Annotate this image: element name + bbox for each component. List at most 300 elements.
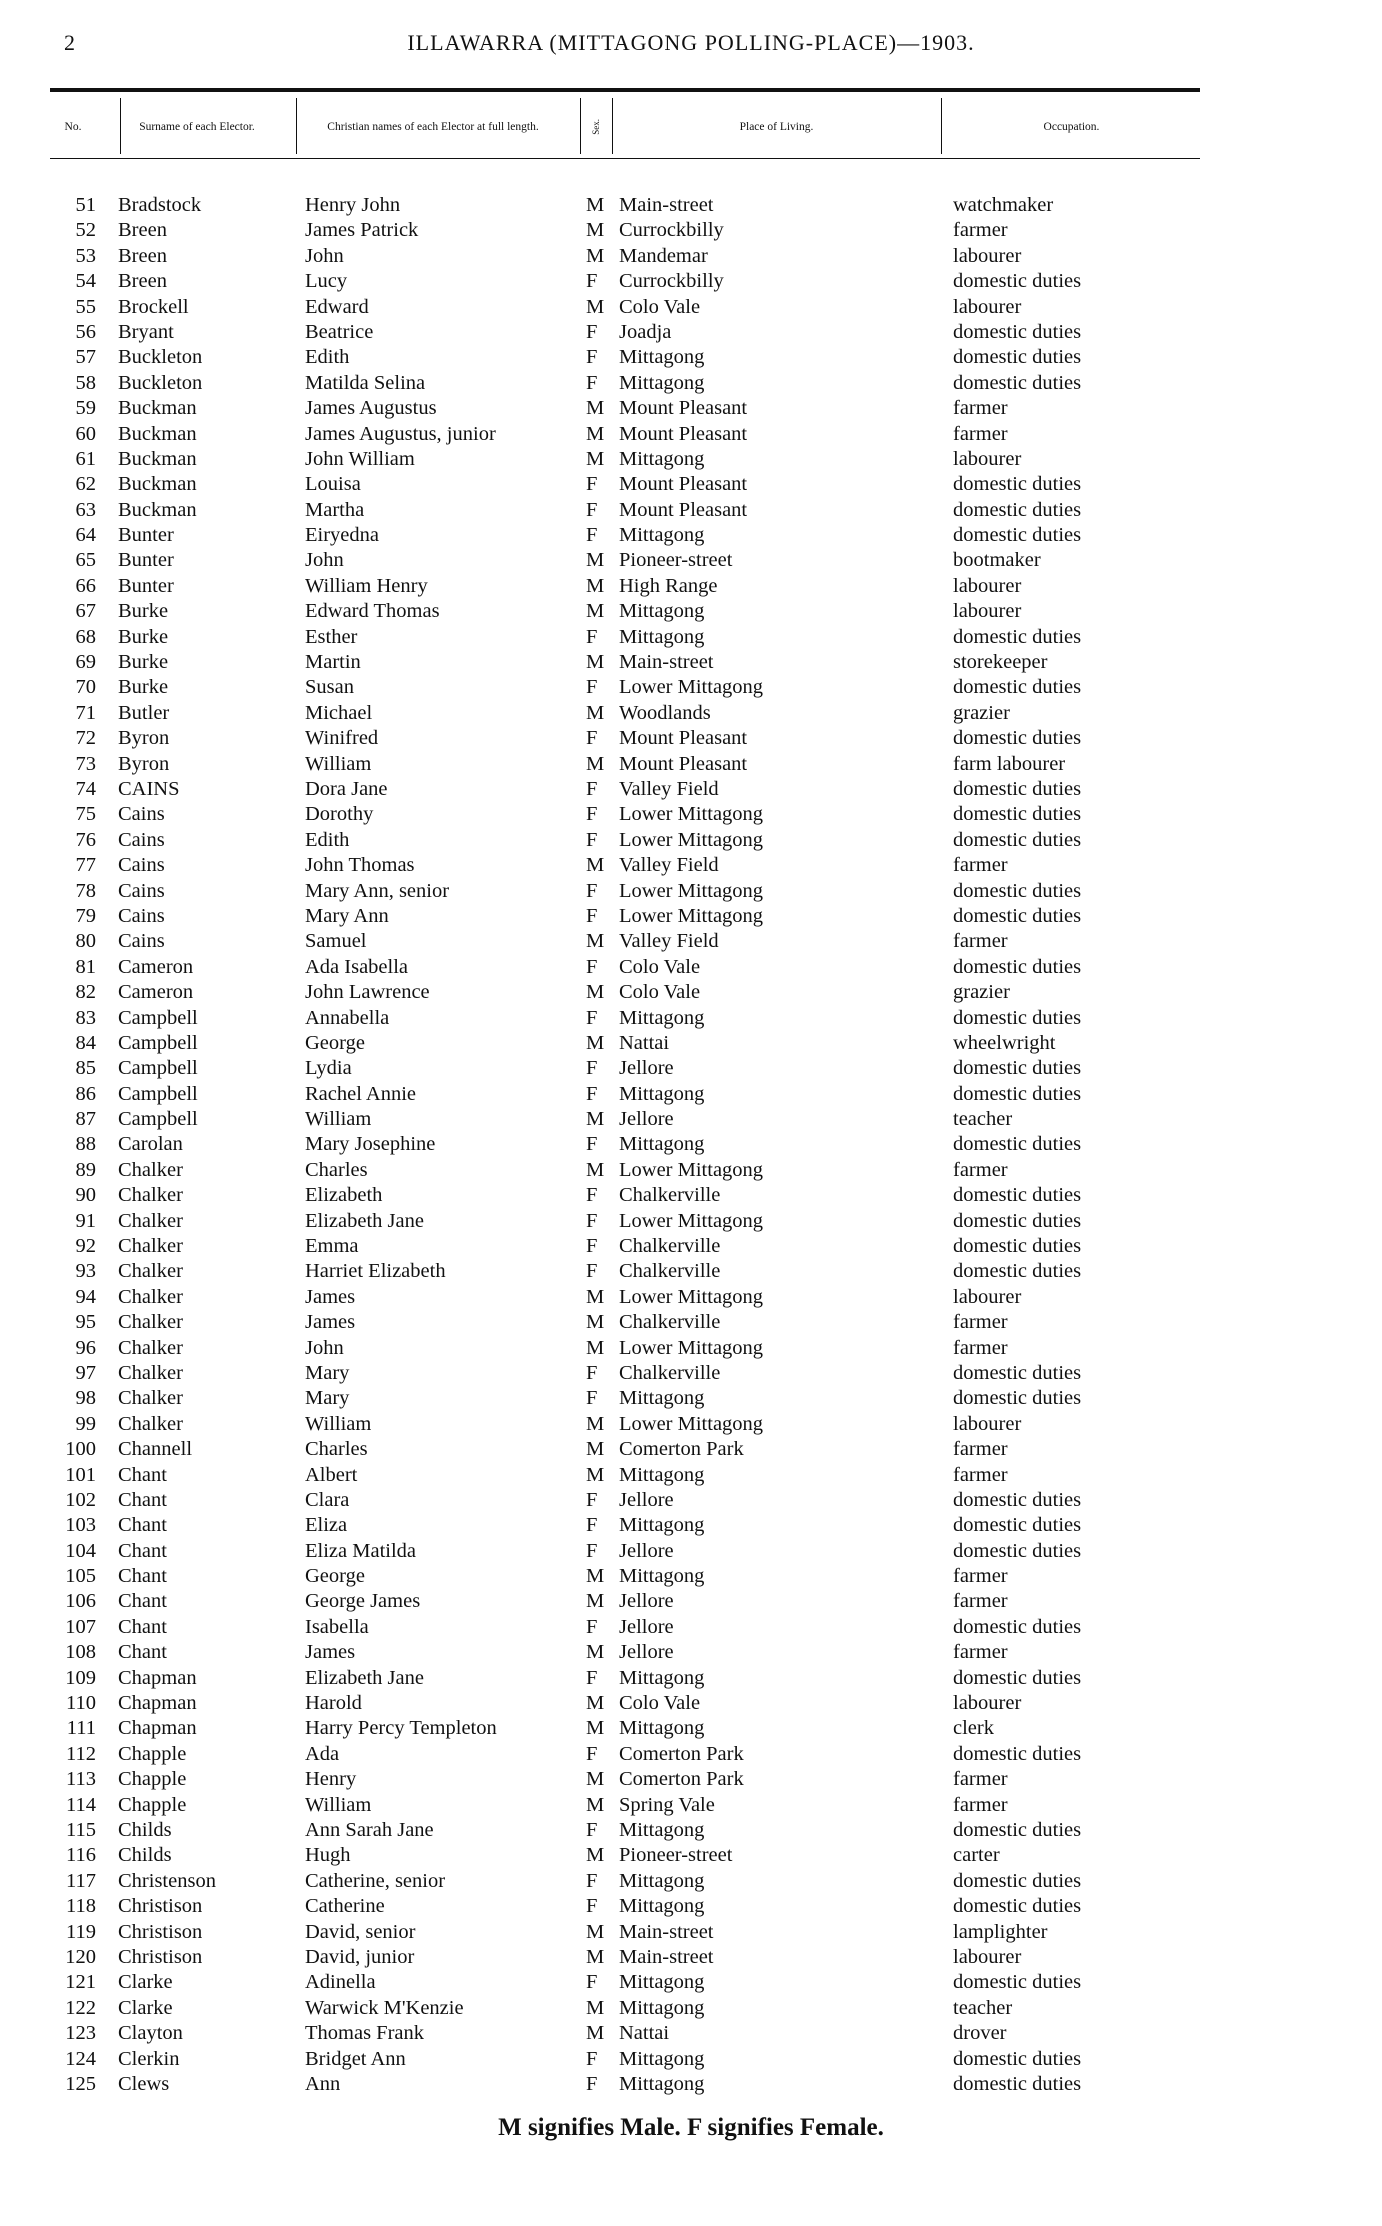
elector-sex: F: [586, 879, 598, 902]
elector-sex: F: [586, 727, 598, 750]
elector-occupation: farmer: [953, 219, 1008, 242]
elector-place: Mandemar: [619, 244, 708, 267]
elector-sex: M: [586, 1920, 605, 1943]
elector-number: 80: [75, 930, 96, 953]
table-row: [0, 523, 1382, 548]
elector-list: [0, 193, 1382, 2097]
elector-number: 61: [75, 447, 96, 470]
elector-surname: Buckman: [118, 498, 197, 521]
elector-sex: M: [586, 295, 605, 318]
elector-number: 92: [75, 1235, 96, 1258]
elector-sex: F: [586, 676, 598, 699]
elector-sex: M: [586, 1945, 605, 1968]
table-row: [0, 244, 1382, 269]
elector-occupation: domestic duties: [953, 727, 1082, 750]
elector-sex: F: [586, 1209, 598, 1232]
elector-occupation: labourer: [953, 1285, 1022, 1308]
elector-surname: Burke: [118, 651, 169, 674]
table-row: [0, 1285, 1382, 1310]
elector-christian-names: Mary: [305, 1387, 350, 1410]
elector-christian-names: Harry Percy Templeton: [305, 1717, 497, 1740]
elector-occupation: farmer: [953, 1336, 1008, 1359]
elector-number: 88: [75, 1133, 96, 1156]
elector-christian-names: Mary Josephine: [305, 1133, 436, 1156]
elector-christian-names: William Henry: [305, 574, 428, 597]
elector-occupation: grazier: [953, 981, 1010, 1004]
elector-christian-names: James Patrick: [305, 219, 419, 242]
elector-occupation: domestic duties: [953, 320, 1082, 343]
elector-surname: Chapman: [118, 1717, 197, 1740]
elector-surname: Christison: [118, 1945, 203, 1968]
elector-number: 91: [75, 1209, 96, 1232]
elector-place: Pioneer-street: [619, 1844, 733, 1867]
elector-place: Nattai: [619, 1031, 670, 1054]
elector-surname: Clarke: [118, 1996, 173, 2019]
elector-surname: Chant: [118, 1539, 167, 1562]
elector-occupation: domestic duties: [953, 676, 1082, 699]
elector-sex: M: [586, 1717, 605, 1740]
table-row: [0, 422, 1382, 447]
elector-number: 87: [75, 1108, 96, 1131]
elector-sex: F: [586, 346, 598, 369]
col-divider: [941, 98, 942, 154]
elector-christian-names: John: [305, 549, 344, 572]
elector-sex: F: [586, 2072, 598, 2095]
elector-surname: Byron: [118, 752, 170, 775]
elector-christian-names: George: [305, 1031, 365, 1054]
elector-sex: M: [586, 2022, 605, 2045]
elector-christian-names: David, junior: [305, 1945, 415, 1968]
elector-occupation: watchmaker: [953, 194, 1054, 216]
table-row: [0, 1716, 1382, 1741]
elector-sex: F: [586, 498, 598, 521]
elector-number: 69: [75, 651, 96, 674]
elector-sex: M: [586, 574, 605, 597]
elector-number: 117: [66, 1869, 96, 1892]
table-row: [0, 1843, 1382, 1868]
table-row: [0, 1209, 1382, 1234]
elector-christian-names: Martin: [305, 651, 361, 674]
elector-number: 93: [75, 1260, 96, 1283]
elector-place: Mittagong: [619, 1514, 705, 1537]
table-row: [0, 345, 1382, 370]
elector-surname: Chalker: [118, 1412, 183, 1435]
elector-christian-names: Martha: [305, 498, 365, 521]
page-number: 2: [64, 30, 75, 55]
elector-number: 54: [75, 270, 96, 293]
elector-place: Mittagong: [619, 1666, 705, 1689]
elector-occupation: domestic duties: [953, 1615, 1082, 1638]
elector-number: 104: [65, 1539, 96, 1562]
elector-place: Mount Pleasant: [619, 752, 748, 775]
elector-number: 115: [66, 1819, 96, 1841]
elector-christian-names: Eliza: [305, 1514, 348, 1537]
elector-sex: M: [586, 1108, 605, 1131]
col-sex-cell: [582, 96, 610, 158]
elector-surname: Clerkin: [118, 2047, 180, 2070]
elector-number: 99: [75, 1412, 96, 1435]
elector-number: 78: [75, 879, 96, 902]
elector-surname: Chapple: [118, 1742, 187, 1765]
table-row: [0, 1564, 1382, 1589]
elector-occupation: domestic duties: [953, 270, 1082, 293]
elector-surname: Carolan: [118, 1133, 183, 1156]
elector-christian-names: Michael: [305, 701, 373, 724]
table-row: [0, 1945, 1382, 1970]
elector-place: Mittagong: [619, 625, 705, 648]
table-row: [0, 802, 1382, 827]
elector-sex: M: [586, 422, 605, 445]
elector-sex: F: [586, 1082, 598, 1105]
elector-christian-names: Thomas Frank: [305, 2022, 424, 2045]
elector-sex: F: [586, 1057, 598, 1080]
elector-place: Currockbilly: [619, 270, 724, 293]
elector-number: 60: [75, 422, 96, 445]
elector-occupation: domestic duties: [953, 828, 1082, 851]
elector-number: 89: [75, 1158, 96, 1181]
elector-sex: F: [586, 1539, 598, 1562]
elector-sex: M: [586, 1285, 605, 1308]
elector-occupation: domestic duties: [953, 1387, 1082, 1410]
elector-surname: Chalker: [118, 1260, 183, 1283]
elector-surname: Chapple: [118, 1768, 187, 1791]
elector-sex: M: [586, 981, 605, 1004]
elector-occupation: farmer: [953, 1438, 1008, 1461]
elector-place: Lower Mittagong: [619, 828, 764, 851]
table-row: [0, 1742, 1382, 1767]
table-row: [0, 1640, 1382, 1665]
elector-surname: Childs: [118, 1844, 172, 1867]
page-header: [0, 30, 1382, 64]
elector-christian-names: James: [305, 1311, 356, 1334]
table-row: [0, 1894, 1382, 1919]
elector-surname: Chalker: [118, 1285, 183, 1308]
table-row: [0, 1412, 1382, 1437]
table-row: [0, 295, 1382, 320]
elector-place: Colo Vale: [619, 1692, 701, 1715]
elector-christian-names: Harold: [305, 1692, 362, 1715]
elector-number: 52: [75, 219, 96, 242]
elector-surname: Cains: [118, 803, 165, 826]
elector-christian-names: Edward: [305, 295, 369, 318]
elector-occupation: labourer: [953, 574, 1022, 597]
elector-christian-names: Adinella: [305, 1971, 376, 1994]
elector-sex: M: [586, 752, 605, 775]
elector-occupation: wheelwright: [953, 1031, 1056, 1054]
elector-surname: Burke: [118, 676, 169, 699]
elector-christian-names: John: [305, 244, 344, 267]
elector-surname: Chapple: [118, 1793, 187, 1816]
table-row: [0, 498, 1382, 523]
elector-occupation: farm labourer: [953, 752, 1066, 775]
elector-place: Chalkerville: [619, 1361, 721, 1384]
elector-number: 107: [65, 1615, 96, 1638]
elector-occupation: bootmaker: [953, 549, 1041, 572]
header-rule: [50, 88, 1200, 92]
elector-surname: CAINS: [118, 777, 180, 800]
table-row: [0, 879, 1382, 904]
table-row: [0, 1513, 1382, 1538]
elector-occupation: teacher: [953, 1996, 1013, 2019]
elector-surname: Chalker: [118, 1235, 183, 1258]
elector-sex: F: [586, 1260, 598, 1283]
elector-occupation: farmer: [953, 1590, 1008, 1613]
elector-place: Lower Mittagong: [619, 1209, 764, 1232]
elector-occupation: teacher: [953, 1108, 1013, 1131]
elector-surname: Chant: [118, 1615, 167, 1638]
elector-surname: Childs: [118, 1819, 172, 1841]
elector-christian-names: John Thomas: [305, 854, 415, 877]
elector-number: 53: [75, 244, 96, 267]
elector-place: Chalkerville: [619, 1235, 721, 1258]
elector-occupation: labourer: [953, 1945, 1022, 1968]
elector-occupation: domestic duties: [953, 346, 1082, 369]
elector-surname: Chapman: [118, 1666, 197, 1689]
elector-christian-names: James Augustus: [305, 397, 437, 420]
elector-number: 124: [65, 2047, 96, 2070]
elector-sex: F: [586, 1742, 598, 1765]
elector-number: 121: [65, 1971, 96, 1994]
elector-number: 97: [75, 1361, 96, 1384]
table-row: [0, 269, 1382, 294]
elector-sex: M: [586, 1793, 605, 1816]
elector-sex: F: [586, 803, 598, 826]
elector-number: 55: [75, 295, 96, 318]
elector-sex: M: [586, 1158, 605, 1181]
elector-christian-names: Edith: [305, 346, 350, 369]
elector-sex: F: [586, 524, 598, 547]
elector-christian-names: Catherine, senior: [305, 1869, 446, 1892]
elector-place: Mittagong: [619, 1996, 705, 2019]
elector-surname: Bradstock: [118, 194, 202, 216]
elector-occupation: domestic duties: [953, 1235, 1082, 1258]
elector-christian-names: Elizabeth Jane: [305, 1666, 424, 1689]
elector-surname: Campbell: [118, 1031, 198, 1054]
elector-sex: M: [586, 1996, 605, 2019]
elector-surname: Brockell: [118, 295, 189, 318]
elector-sex: F: [586, 1361, 598, 1384]
elector-number: 112: [66, 1742, 96, 1765]
elector-place: Mittagong: [619, 1565, 705, 1588]
table-row: [0, 447, 1382, 472]
elector-surname: Chant: [118, 1514, 167, 1537]
elector-number: 72: [75, 727, 96, 750]
elector-surname: Chant: [118, 1488, 167, 1511]
elector-sex: M: [586, 1412, 605, 1435]
elector-occupation: domestic duties: [953, 1488, 1082, 1511]
table-row: [0, 1488, 1382, 1513]
elector-sex: F: [586, 955, 598, 978]
col-place: Place of Living.: [739, 120, 814, 133]
table-row: [0, 828, 1382, 853]
elector-christian-names: Lucy: [305, 270, 348, 293]
table-row: [0, 955, 1382, 980]
elector-occupation: labourer: [953, 1412, 1022, 1435]
elector-number: 106: [65, 1590, 96, 1613]
elector-surname: Cains: [118, 854, 165, 877]
elector-christian-names: Louisa: [305, 473, 361, 496]
elector-surname: Bunter: [118, 524, 174, 547]
elector-sex: M: [586, 1031, 605, 1054]
elector-christian-names: Henry: [305, 1768, 357, 1791]
table-row: [0, 1234, 1382, 1259]
elector-occupation: farmer: [953, 1158, 1008, 1181]
elector-christian-names: Mary Ann, senior: [305, 879, 450, 902]
table-row: [0, 675, 1382, 700]
elector-surname: Bunter: [118, 549, 174, 572]
elector-sex: F: [586, 1615, 598, 1638]
elector-sex: M: [586, 194, 605, 216]
elector-number: 64: [75, 524, 96, 547]
elector-christian-names: Charles: [305, 1158, 368, 1181]
elector-occupation: domestic duties: [953, 955, 1082, 978]
table-row: [0, 1183, 1382, 1208]
elector-occupation: domestic duties: [953, 1057, 1082, 1080]
elector-surname: Clews: [118, 2072, 170, 2095]
elector-occupation: domestic duties: [953, 1133, 1082, 1156]
elector-number: 56: [75, 320, 96, 343]
elector-surname: Cains: [118, 930, 165, 953]
elector-sex: M: [586, 1565, 605, 1588]
table-row: [0, 1386, 1382, 1411]
elector-place: Mittagong: [619, 1463, 705, 1486]
elector-number: 71: [75, 701, 96, 724]
elector-place: Nattai: [619, 2022, 670, 2045]
elector-place: Comerton Park: [619, 1742, 744, 1765]
elector-place: Mount Pleasant: [619, 498, 748, 521]
elector-christian-names: Susan: [305, 676, 354, 699]
elector-occupation: domestic duties: [953, 524, 1082, 547]
elector-number: 75: [75, 803, 96, 826]
elector-sex: F: [586, 1184, 598, 1207]
elector-surname: Chalker: [118, 1311, 183, 1334]
elector-occupation: labourer: [953, 600, 1022, 623]
elector-place: Chalkerville: [619, 1260, 721, 1283]
elector-surname: Chalker: [118, 1209, 183, 1232]
elector-christian-names: Lydia: [305, 1057, 352, 1080]
elector-place: Lower Mittagong: [619, 904, 764, 927]
elector-sex: F: [586, 1133, 598, 1156]
elector-number: 123: [65, 2022, 96, 2045]
elector-number: 120: [65, 1945, 96, 1968]
elector-number: 82: [75, 981, 96, 1004]
elector-place: Colo Vale: [619, 981, 701, 1004]
table-row: [0, 1259, 1382, 1284]
table-row: [0, 371, 1382, 396]
elector-place: Jellore: [619, 1057, 674, 1080]
elector-place: Main-street: [619, 1920, 714, 1943]
elector-surname: Chalker: [118, 1336, 183, 1359]
elector-number: 90: [75, 1184, 96, 1207]
elector-place: Comerton Park: [619, 1438, 744, 1461]
elector-place: Valley Field: [619, 854, 719, 877]
elector-christian-names: William: [305, 1108, 372, 1131]
elector-sex: M: [586, 854, 605, 877]
elector-occupation: farmer: [953, 422, 1008, 445]
table-row: [0, 1031, 1382, 1056]
elector-occupation: clerk: [953, 1717, 994, 1740]
elector-number: 63: [75, 498, 96, 521]
elector-place: Mount Pleasant: [619, 473, 748, 496]
elector-place: Joadja: [619, 320, 672, 343]
elector-occupation: domestic duties: [953, 879, 1082, 902]
elector-christian-names: Annabella: [305, 1006, 390, 1029]
elector-place: Chalkerville: [619, 1184, 721, 1207]
elector-surname: Christison: [118, 1895, 203, 1918]
elector-place: Jellore: [619, 1539, 674, 1562]
elector-occupation: labourer: [953, 1692, 1022, 1715]
elector-occupation: farmer: [953, 1641, 1008, 1664]
elector-sex: M: [586, 219, 605, 242]
elector-occupation: grazier: [953, 701, 1010, 724]
elector-christian-names: Samuel: [305, 930, 367, 953]
elector-christian-names: Charles: [305, 1438, 368, 1461]
elector-surname: Buckman: [118, 397, 197, 420]
elector-christian-names: Clara: [305, 1488, 350, 1511]
elector-place: Lower Mittagong: [619, 1158, 764, 1181]
elector-place: Mittagong: [619, 1971, 705, 1994]
elector-sex: F: [586, 1895, 598, 1918]
elector-number: 86: [75, 1082, 96, 1105]
elector-place: Spring Vale: [619, 1793, 715, 1816]
elector-occupation: domestic duties: [953, 2047, 1082, 2070]
elector-place: Mittagong: [619, 1387, 705, 1410]
elector-christian-names: James: [305, 1285, 356, 1308]
elector-sex: F: [586, 1819, 598, 1841]
elector-number: 58: [75, 371, 96, 394]
col-divider: [612, 98, 613, 154]
elector-number: 109: [65, 1666, 96, 1689]
elector-sex: M: [586, 244, 605, 267]
elector-surname: Buckleton: [118, 346, 203, 369]
elector-christian-names: Edward Thomas: [305, 600, 440, 623]
col-surname: Surname of each Elector.: [139, 120, 255, 133]
table-row: [0, 1158, 1382, 1183]
elector-place: Lower Mittagong: [619, 1412, 764, 1435]
elector-occupation: farmer: [953, 1463, 1008, 1486]
table-row: [0, 548, 1382, 573]
elector-number: 118: [66, 1895, 96, 1918]
table-row: [0, 320, 1382, 345]
elector-occupation: carter: [953, 1844, 1000, 1867]
elector-place: Mittagong: [619, 2072, 705, 2095]
table-row: [0, 1310, 1382, 1335]
elector-surname: Christison: [118, 1920, 203, 1943]
col-christian: Christian names of each Elector at full length.: [327, 120, 539, 133]
elector-surname: Christenson: [118, 1869, 216, 1892]
elector-sex: M: [586, 447, 605, 470]
table-row: [0, 980, 1382, 1005]
elector-sex: F: [586, 904, 598, 927]
elector-place: Mittagong: [619, 600, 705, 623]
elector-sex: M: [586, 397, 605, 420]
elector-number: 111: [66, 1717, 96, 1740]
elector-surname: Campbell: [118, 1082, 198, 1105]
elector-christian-names: Dora Jane: [305, 777, 388, 800]
table-row: [0, 472, 1382, 497]
elector-christian-names: David, senior: [305, 1920, 416, 1943]
column-headers: [50, 96, 1200, 159]
elector-number: 100: [65, 1438, 96, 1461]
elector-christian-names: Eliza Matilda: [305, 1539, 416, 1562]
elector-occupation: farmer: [953, 854, 1008, 877]
elector-occupation: farmer: [953, 1768, 1008, 1791]
elector-number: 96: [75, 1336, 96, 1359]
elector-place: Main-street: [619, 651, 714, 674]
elector-number: 79: [75, 904, 96, 927]
elector-sex: M: [586, 1692, 605, 1715]
elector-surname: Cameron: [118, 955, 194, 978]
